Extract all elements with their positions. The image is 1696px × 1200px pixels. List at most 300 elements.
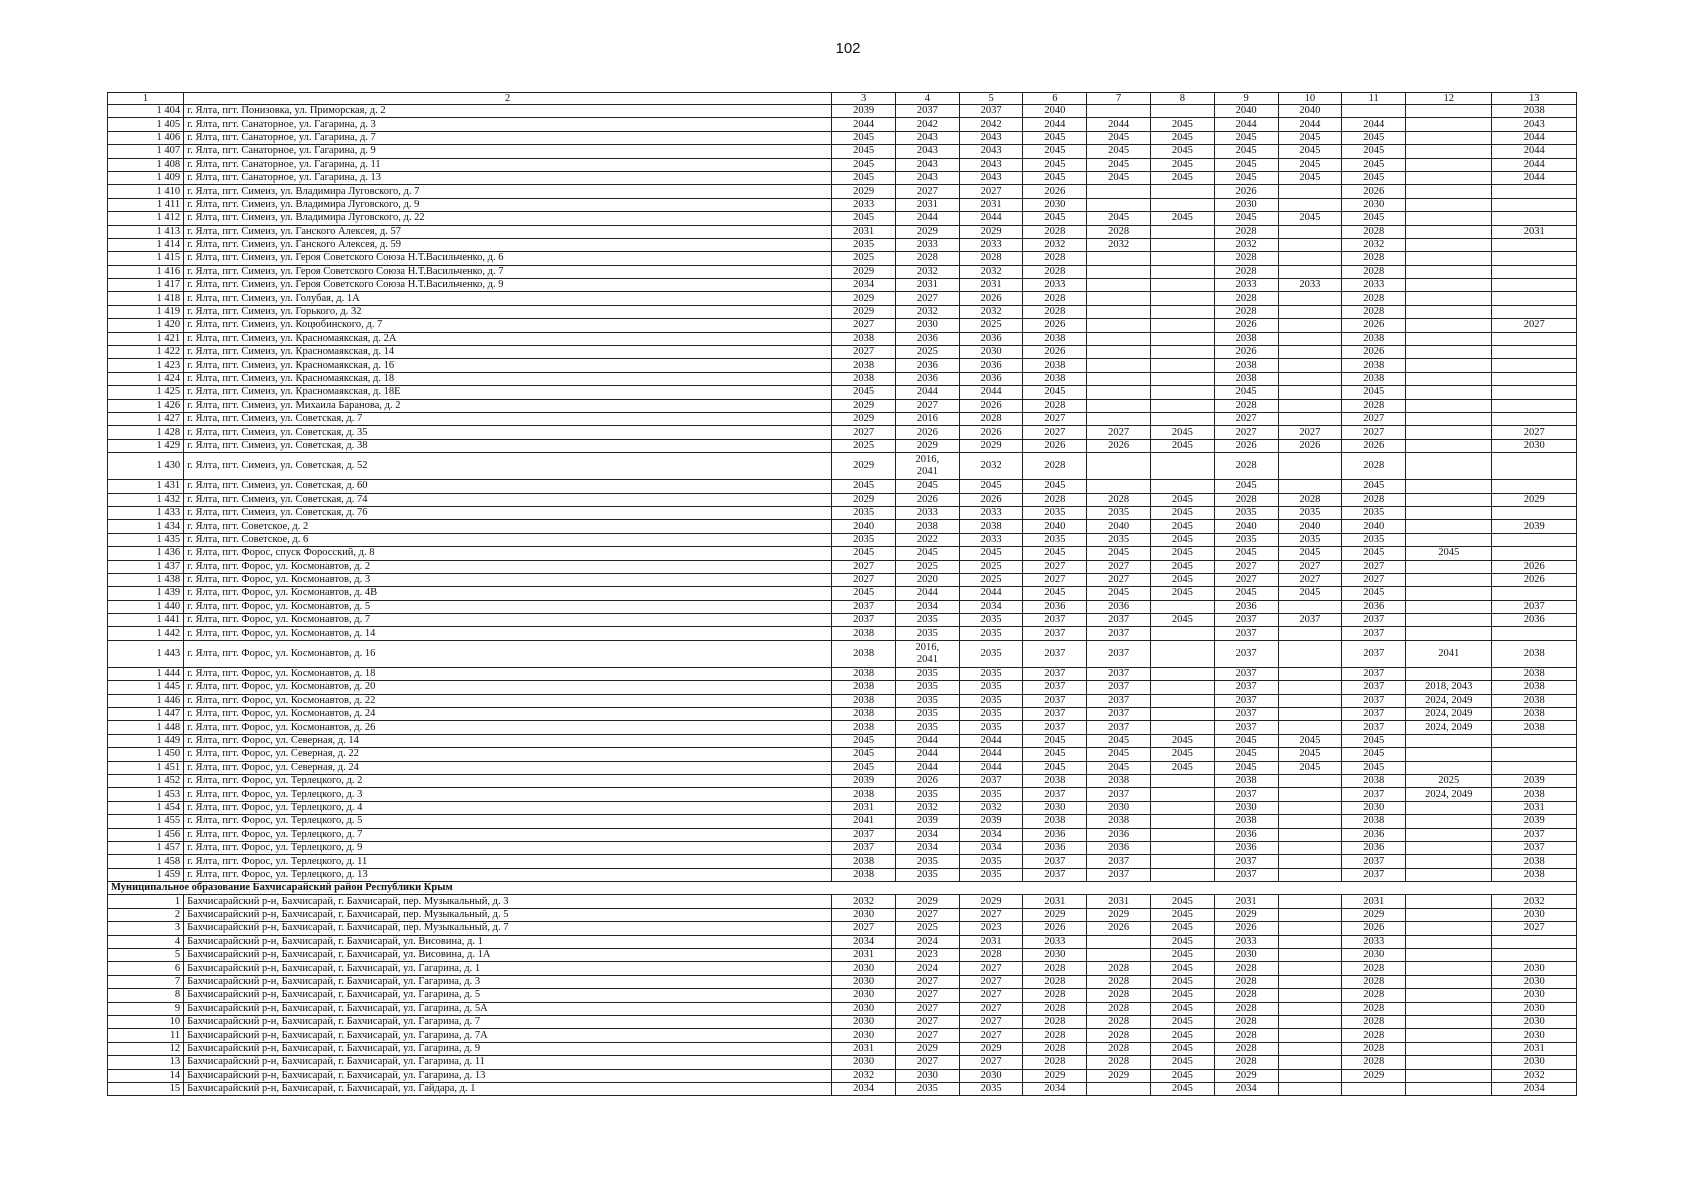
address-cell: г. Ялта, пгт. Форос, ул. Северная, д. 14 [184,734,832,747]
year-cell: 2026 [1214,346,1278,359]
table-row [108,694,1577,707]
address-cell: г. Ялта, пгт. Советское, д. 2 [184,520,832,533]
year-cell [1151,600,1215,613]
year-cell: 2040 [1342,520,1406,533]
year-cell [1278,305,1342,318]
year-cell: 2034 [832,279,896,292]
year-cell: 2043 [959,131,1023,144]
row-number: 1 413 [108,225,184,238]
row-number: 1 426 [108,399,184,412]
year-cell: 2045 [1214,748,1278,761]
year-cell: 2038 [1492,694,1577,707]
year-cell [1151,359,1215,372]
year-cell: 2035 [1023,533,1087,546]
year-cell [1151,372,1215,385]
year-cell [1151,681,1215,694]
year-cell: 2045 [1151,734,1215,747]
table-row [108,225,1577,238]
row-number: 1 436 [108,547,184,560]
year-cell: 2028 [1023,1029,1087,1042]
year-cell: 2035 [895,868,959,881]
year-cell: 2030 [1492,1029,1577,1042]
row-number: 1 437 [108,560,184,573]
year-cell: 2028 [1278,493,1342,506]
address-cell: Бахчисарайский р-н, Бахчисарай, г. Бахчисарай, ул. Гагарина, д. 9 [184,1042,832,1055]
year-cell: 2032 [895,265,959,278]
year-cell [1406,212,1492,225]
year-cell: 2028 [1214,305,1278,318]
year-cell: 2027 [959,1016,1023,1029]
year-cell [1151,721,1215,734]
year-cell: 2045 [832,212,896,225]
year-cell: 2032 [1492,1069,1577,1082]
year-cell: 2045 [1151,547,1215,560]
year-cell [1278,815,1342,828]
table-row [108,962,1577,975]
address-cell: г. Ялта, пгт. Симеиз, ул. Героя Советского Союза Н.Т.Васильченко, д. 7 [184,265,832,278]
row-number: 11 [108,1029,184,1042]
year-cell: 2045 [1151,493,1215,506]
row-number: 1 404 [108,105,184,118]
table-row [108,399,1577,412]
year-cell: 2030 [1492,908,1577,921]
year-cell: 2035 [959,627,1023,640]
year-cell: 2023 [895,949,959,962]
row-number: 6 [108,962,184,975]
year-cell: 2034 [1492,1082,1577,1095]
year-cell: 2028 [1342,1056,1406,1069]
year-cell [1278,412,1342,425]
year-cell: 2028 [1342,252,1406,265]
year-cell: 2027 [959,1029,1023,1042]
year-cell: 2028 [1342,962,1406,975]
row-number: 1 418 [108,292,184,305]
year-cell: 2037 [1023,694,1087,707]
year-cell: 2037 [1342,667,1406,680]
year-cell: 2045 [1023,386,1087,399]
year-cell: 2029 [1342,1069,1406,1082]
address-cell: г. Ялта, пгт. Симеиз, ул. Советская, д. 52 [184,453,832,480]
year-cell: 2038 [1492,868,1577,881]
row-number: 13 [108,1056,184,1069]
year-cell: 2045 [1023,158,1087,171]
address-cell: г. Ялта, пгт. Симеиз, ул. Красномаякская, д. 18Е [184,386,832,399]
row-number: 2 [108,908,184,921]
year-cell: 2033 [1023,935,1087,948]
row-number: 1 452 [108,774,184,787]
year-cell [1087,935,1151,948]
year-cell: 2026 [1023,922,1087,935]
year-cell: 2037 [1087,681,1151,694]
year-cell: 2028 [1023,1016,1087,1029]
address-cell: г. Ялта, пгт. Санаторное, ул. Гагарина, д. 11 [184,158,832,171]
year-cell: 2030 [895,319,959,332]
address-cell: г. Ялта, пгт. Санаторное, ул. Гагарина, д. 9 [184,145,832,158]
year-cell: 2027 [895,1002,959,1015]
year-cell: 2037 [1023,708,1087,721]
address-cell: г. Ялта, пгт. Форос, ул. Космонавтов, д. 16 [184,640,832,667]
year-cell [1151,332,1215,345]
address-cell: г. Ялта, пгт. Форос, ул. Терлецкого, д. 3 [184,788,832,801]
year-cell: 2026 [1023,319,1087,332]
table-row [108,627,1577,640]
year-cell: 2045 [1151,1042,1215,1055]
year-cell: 2045 [1087,145,1151,158]
year-cell: 2028 [1214,989,1278,1002]
year-cell [1492,212,1577,225]
address-cell: г. Ялта, пгт. Форос, ул. Космонавтов, д. 2 [184,560,832,573]
row-number: 1 454 [108,801,184,814]
year-cell [1278,319,1342,332]
year-cell: 2037 [959,774,1023,787]
row-number: 1 440 [108,600,184,613]
year-cell [1278,627,1342,640]
year-cell: 2037 [1087,855,1151,868]
year-cell: 2045 [1214,158,1278,171]
year-cell: 2045 [1278,158,1342,171]
year-cell: 2026 [1342,319,1406,332]
year-cell: 2030 [832,989,896,1002]
year-cell: 2027 [832,573,896,586]
address-cell: г. Ялта, пгт. Санаторное, ул. Гагарина, д. 13 [184,171,832,184]
year-cell: 2035 [1214,533,1278,546]
year-cell: 2040 [1278,105,1342,118]
year-cell: 2028 [1023,962,1087,975]
year-cell: 2026 [959,292,1023,305]
year-cell: 2037 [959,105,1023,118]
year-cell: 2045 [1151,560,1215,573]
year-cell [1406,332,1492,345]
table-row [108,131,1577,144]
year-cell: 2027 [959,962,1023,975]
year-cell: 2028 [1342,225,1406,238]
year-cell: 2031 [1492,801,1577,814]
year-cell: 2025 [832,439,896,452]
row-number: 1 424 [108,372,184,385]
year-cell [1278,694,1342,707]
year-cell: 2035 [895,855,959,868]
year-cell: 2032 [895,801,959,814]
table-row [108,238,1577,251]
year-cell [1492,265,1577,278]
column-header: 4 [895,93,959,105]
year-cell: 2035 [895,627,959,640]
year-cell: 2045 [832,748,896,761]
year-cell: 2027 [895,292,959,305]
year-cell: 2038 [1492,681,1577,694]
year-cell: 2037 [832,841,896,854]
year-cell: 2036 [1023,828,1087,841]
row-number: 1 450 [108,748,184,761]
row-number: 12 [108,1042,184,1055]
table-row [108,828,1577,841]
year-cell [1087,319,1151,332]
year-cell: 2028 [1023,1042,1087,1055]
year-cell [1492,359,1577,372]
year-cell: 2037 [1023,855,1087,868]
year-cell: 2038 [832,627,896,640]
row-number: 1 457 [108,841,184,854]
year-cell: 2032 [1492,895,1577,908]
address-cell: г. Ялта, пгт. Симеиз, ул. Героя Советского Союза Н.Т.Васильченко, д. 6 [184,252,832,265]
year-cell: 2037 [1087,721,1151,734]
year-cell: 2039 [1492,774,1577,787]
year-cell: 2033 [1214,935,1278,948]
year-cell: 2025 [832,252,896,265]
year-cell: 2024 [895,962,959,975]
year-cell: 2039 [832,774,896,787]
year-cell [1278,292,1342,305]
year-cell [1151,346,1215,359]
row-number: 1 442 [108,627,184,640]
year-cell: 2045 [1087,587,1151,600]
table-row [108,922,1577,935]
table-row [108,708,1577,721]
year-cell [1278,640,1342,667]
year-cell: 2034 [959,828,1023,841]
year-cell: 2041 [1406,640,1492,667]
address-cell: г. Ялта, пгт. Симеиз, ул. Героя Советского Союза Н.Т.Васильченко, д. 9 [184,279,832,292]
address-cell: Бахчисарайский р-н, Бахчисарай, г. Бахчисарай, ул. Гагарина, д. 1 [184,962,832,975]
year-cell [1087,949,1151,962]
year-cell [1492,252,1577,265]
year-cell [1406,506,1492,519]
row-number: 15 [108,1082,184,1095]
year-cell: 2027 [832,922,896,935]
year-cell: 2027 [959,185,1023,198]
row-number: 1 431 [108,480,184,493]
year-cell: 2025 [895,560,959,573]
year-cell [1087,198,1151,211]
year-cell: 2028 [1214,265,1278,278]
table-row [108,949,1577,962]
year-cell: 2036 [895,332,959,345]
year-cell: 2032 [1087,238,1151,251]
year-cell: 2030 [1492,975,1577,988]
year-cell [1278,185,1342,198]
year-cell [1406,1042,1492,1055]
year-cell: 2034 [1023,1082,1087,1095]
year-cell [1151,694,1215,707]
year-cell: 2038 [1087,774,1151,787]
year-cell: 2045 [832,761,896,774]
year-cell: 2044 [1023,118,1087,131]
address-cell: г. Ялта, пгт. Форос, ул. Терлецкого, д. 5 [184,815,832,828]
year-cell: 2029 [895,895,959,908]
year-cell [1278,1016,1342,1029]
year-cell: 2036 [959,359,1023,372]
table-row [108,332,1577,345]
row-number: 1 412 [108,212,184,225]
year-cell [1406,252,1492,265]
year-cell: 2044 [1214,118,1278,131]
year-cell [1151,640,1215,667]
year-cell: 2044 [1492,158,1577,171]
year-cell: 2041 [832,815,896,828]
year-cell: 2038 [1214,359,1278,372]
year-cell [1406,305,1492,318]
year-cell [1087,412,1151,425]
year-cell: 2030 [1342,198,1406,211]
table-row [108,560,1577,573]
year-cell: 2036 [1214,841,1278,854]
address-cell: Бахчисарайский р-н, Бахчисарай, г. Бахчисарай, ул. Гагарина, д. 5А [184,1002,832,1015]
year-cell: 2045 [1023,480,1087,493]
year-cell [1151,627,1215,640]
year-cell: 2037 [1023,614,1087,627]
year-cell: 2026 [895,774,959,787]
year-cell: 2034 [895,841,959,854]
year-cell: 2033 [1214,279,1278,292]
row-number: 5 [108,949,184,962]
year-cell: 2037 [1087,868,1151,881]
year-cell: 2030 [1342,801,1406,814]
address-cell: Бахчисарайский р-н, Бахчисарай, г. Бахчисарай, ул. Висовина, д. 1А [184,949,832,962]
year-cell: 2044 [895,587,959,600]
year-cell [1492,547,1577,560]
year-cell: 2035 [895,1082,959,1095]
year-cell: 2030 [1492,1002,1577,1015]
year-cell: 2035 [1214,506,1278,519]
address-cell: г. Ялта, пгт. Форос, ул. Космонавтов, д. 24 [184,708,832,721]
year-cell: 2037 [832,828,896,841]
year-cell [1492,761,1577,774]
year-cell: 2037 [1342,868,1406,881]
year-cell: 2028 [1023,305,1087,318]
year-cell: 2033 [1342,279,1406,292]
year-cell [1492,198,1577,211]
year-cell: 2029 [832,453,896,480]
year-cell: 2045 [1023,587,1087,600]
year-cell: 2025 [959,560,1023,573]
year-cell: 2035 [895,721,959,734]
address-cell: г. Ялта, пгт. Форос, ул. Терлецкого, д. 9 [184,841,832,854]
year-cell: 2045 [1342,748,1406,761]
year-cell: 2036 [1492,614,1577,627]
year-cell: 2045 [832,734,896,747]
address-cell: г. Ялта, пгт. Форос, ул. Космонавтов, д. 3 [184,573,832,586]
year-cell: 2028 [1214,292,1278,305]
year-cell: 2035 [959,694,1023,707]
year-cell [1278,1029,1342,1042]
year-cell: 2038 [1023,372,1087,385]
year-cell: 2037 [1087,694,1151,707]
year-cell: 2045 [1214,547,1278,560]
table-row [108,681,1577,694]
year-cell: 2039 [1492,520,1577,533]
year-cell [1406,614,1492,627]
year-cell: 2029 [832,412,896,425]
year-cell: 2045 [1342,131,1406,144]
year-cell [1406,372,1492,385]
address-cell: г. Ялта, пгт. Симеиз, ул. Владимира Луговского, д. 9 [184,198,832,211]
year-cell [1406,399,1492,412]
year-cell [1492,935,1577,948]
year-cell [1087,386,1151,399]
year-cell [1406,815,1492,828]
year-cell: 2031 [959,935,1023,948]
year-cell: 2044 [1278,118,1342,131]
year-cell: 2045 [1214,386,1278,399]
year-cell: 2036 [1342,600,1406,613]
column-header: 5 [959,93,1023,105]
year-cell: 2029 [895,1042,959,1055]
year-cell [1406,319,1492,332]
year-cell: 2027 [895,989,959,1002]
row-number: 1 459 [108,868,184,881]
year-cell: 2036 [1023,841,1087,854]
year-cell [1278,1056,1342,1069]
year-cell: 2044 [1492,131,1577,144]
year-cell: 2035 [959,681,1023,694]
year-cell: 2028 [959,949,1023,962]
row-number: 1 417 [108,279,184,292]
year-cell [1151,252,1215,265]
row-number: 1 430 [108,453,184,480]
year-cell: 2030 [832,1029,896,1042]
year-cell [1278,667,1342,680]
table-row [108,520,1577,533]
year-cell: 2026 [1087,922,1151,935]
year-cell: 2035 [832,533,896,546]
year-cell: 2038 [832,855,896,868]
year-cell [1151,708,1215,721]
year-cell: 2026 [959,493,1023,506]
year-cell [1406,1002,1492,1015]
table-row [108,1069,1577,1082]
address-cell: Бахчисарайский р-н, Бахчисарай, г. Бахчисарай, ул. Висовина, д. 1 [184,935,832,948]
year-cell: 2035 [1023,506,1087,519]
year-cell [1406,158,1492,171]
row-number: 3 [108,922,184,935]
year-cell: 2030 [895,1069,959,1082]
year-cell: 2020 [895,573,959,586]
year-cell: 2028 [1023,265,1087,278]
year-cell: 2038 [1342,332,1406,345]
year-cell: 2028 [1087,962,1151,975]
table-row [108,1002,1577,1015]
year-cell: 2028 [1214,493,1278,506]
year-cell: 2026 [1023,439,1087,452]
row-number: 1 449 [108,734,184,747]
year-cell: 2026 [1214,185,1278,198]
table-row [108,815,1577,828]
year-cell: 2028 [1087,1016,1151,1029]
table-row [108,774,1577,787]
year-cell [1406,989,1492,1002]
year-cell [1278,801,1342,814]
year-cell: 2030 [959,1069,1023,1082]
year-cell: 2037 [1342,788,1406,801]
year-cell: 2029 [1087,908,1151,921]
year-cell: 2030 [1492,439,1577,452]
row-number: 1 416 [108,265,184,278]
year-cell: 2045 [1087,748,1151,761]
year-cell [1151,198,1215,211]
year-cell: 2029 [1214,1069,1278,1082]
year-cell: 2045 [1151,895,1215,908]
year-cell: 2035 [895,614,959,627]
year-cell: 2045 [1278,131,1342,144]
year-cell: 2035 [832,238,896,251]
year-cell: 2045 [1342,761,1406,774]
year-cell [1278,359,1342,372]
year-cell: 2044 [959,761,1023,774]
year-cell: 2034 [832,935,896,948]
year-cell: 2032 [832,1069,896,1082]
address-cell: г. Ялта, пгт. Форос, ул. Космонавтов, д. 4В [184,587,832,600]
year-cell: 2044 [1342,118,1406,131]
